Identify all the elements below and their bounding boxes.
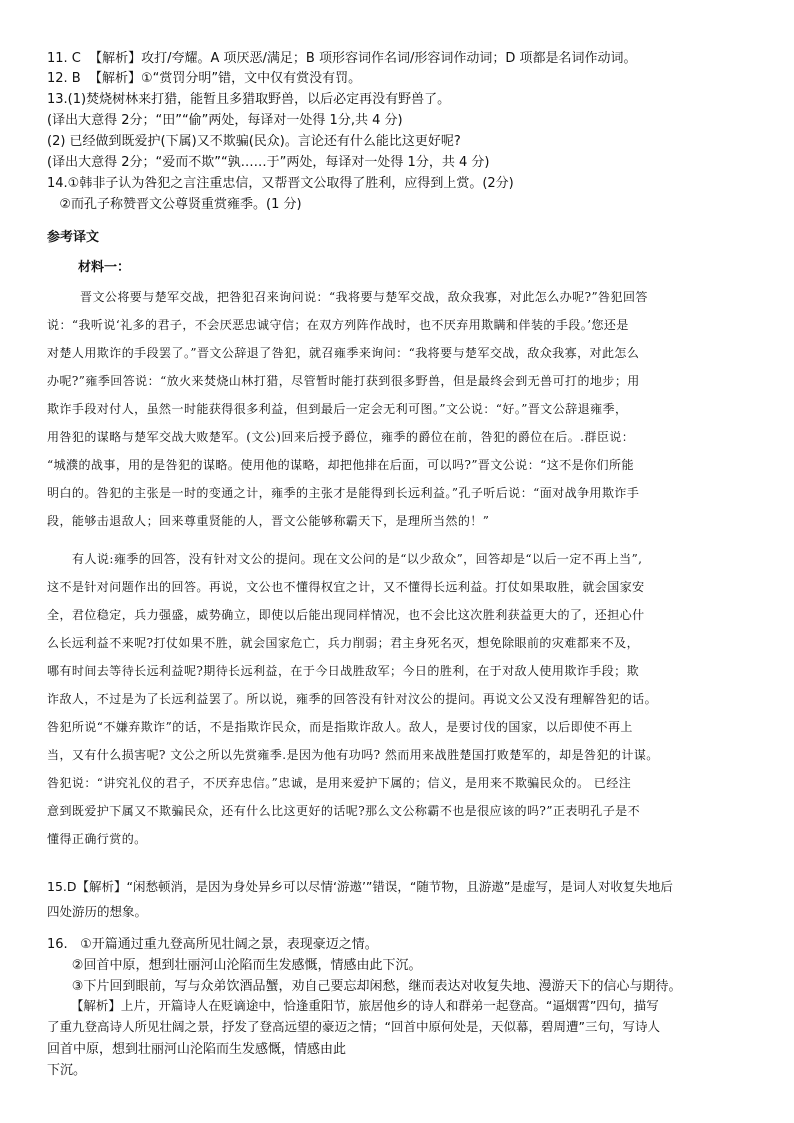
material-one-heading: 材料一： <box>78 260 131 275</box>
answer-line: 下沉。 <box>47 1063 87 1078</box>
translation-line: 晋文公将要与楚军交战，把咎犯召来询问说：“我将要与楚军交战，敌众我寡，对此怎么办呢?”咎犯回答 <box>80 290 648 304</box>
answer-line: ③下片回到眼前，写与众弟饮酒品蟹，劝自己要忘却闲愁，继而表达对收复失地、漫游天下的信心与期待。 <box>47 979 682 994</box>
translation-line: 诈敌人，不过是为了长远利益罢了。所以说，雍季的回答没有针对汶公的提问。再说文公又没有理解咎犯的话。 <box>47 692 658 706</box>
translation-line: 当，又有什么损害呢? 文公之所以先赏雍季.是因为他有功吗? 然而用来战胜楚国打败楚军的，却是咎犯的计谋。 <box>47 748 659 762</box>
translation-line: 懂得正确行赏的。 <box>47 832 147 846</box>
translation-line: 办呢?”雍季回答说：“放火来焚烧山林打猎，尽管暂时能打获到很多野兽，但是最终会到无兽可打的地步；用 <box>47 374 640 388</box>
translation-line: 欺诈手段对付人，虽然一时能获得很多利益，但到最后一定会无利可图。”文公说：“好。”晋文公辞退雍季， <box>47 402 628 416</box>
translation-line: 段，能够击退敌人；回来尊重贤能的人，晋文公能够称霸天下，是理所当然的！” <box>47 514 490 528</box>
translation-line: 哪有时间去等待长远利益呢?期待长远利益，在于今日战胜敌军；今日的胜利，在于对敌人使用欺诈手段；欺 <box>47 664 640 678</box>
translation-line: “城濮的战事，用的是咎犯的谋略。使用他的谋略，却把他排在后面，可以吗?”晋文公说：“这不是你们所能 <box>47 458 634 472</box>
translation-line: 对楚人用欺诈的手段罢了。”晋文公辞退了咎犯，就召雍季来询问：“我将要与楚军交战，敌众我寡，对此怎么 <box>47 346 640 360</box>
answer-line: 16. ①开篇通过重九登高所见壮阔之景，表现豪迈之情。 <box>47 937 378 952</box>
answer-line: 【解析】上片，开篇诗人在贬谪途中，恰逢重阳节，旅居他乡的诗人和群弟一起登高。“逼烟霄”四句，描写 <box>47 998 659 1013</box>
answer-line: (译出大意得 2分；“爱而不欺”“孰……于”两处，每译对一处得 1分，共 4 分) <box>47 155 490 170</box>
answer-line: (2) 已经做到既爱护(下属)又不欺骗(民众)。言论还有什么能比这更好呢? <box>47 134 461 149</box>
answer-line: 12. B 【解析】①“赏罚分明”错，文中仅有赏没有罚。 <box>47 71 362 86</box>
answer-line: 14.①韩非子认为咎犯之言注重忠信，又帮晋文公取得了胜利，应得到上赏。(2分) <box>47 176 514 191</box>
translation-line: 么长远利益不来呢?打仗如果不胜，就会国家危亡，兵力削弱；君主身死名灭，想免除眼前的灾难都来不及， <box>47 636 640 650</box>
answer-line: 四处游历的想象。 <box>47 904 148 919</box>
translation-line: 用咎犯的谋略与楚军交战大败楚军。(文公)回来后授予爵位，雍季的爵位在前，咎犯的爵位在后。.群臣说： <box>47 430 635 444</box>
reference-translation-heading: 参考译文 <box>47 230 100 245</box>
translation-line: 有人说:雍季的回答，没有针对文公的提问。现在文公问的是“以少敌众”，回答却是“以后一定不再上当”, <box>72 552 643 566</box>
translation-line: 咎犯所说“不嫌弃欺诈”的话，不是指欺诈民众，而是指欺诈敌人。敌人，是要讨伐的国家，以后即使不再上 <box>47 720 633 734</box>
translation-line: 这不是针对问题作出的回答。再说，文公也不懂得权宜之计，又不懂得长远利益。打仗如果取胜，就会国家安 <box>47 580 645 594</box>
translation-line: 说：“我听说‘礼多的君子，不会厌恶忠诚守信；在双方列阵作战时，也不厌弃用欺瞒和伴装的手段。’您还是 <box>47 318 629 332</box>
answer-line: 15.D【解析】“闲愁顿消，是因为身处异乡可以尽情‘游遨’”错误，“随节物，且游遨”是虚写，是词人对收复失地后 <box>47 879 673 894</box>
answer-line: 回首中原，想到壮丽河山沦陷而生发感慨，情感由此 <box>47 1042 347 1057</box>
translation-line: 咎犯说：“讲究礼仪的君子，不厌弃忠信。”忠诚，是用来爱护下属的；信义，是用来不欺骗民众的。 已经注 <box>47 776 632 790</box>
answer-line: 13.(1)焚烧树林来打猎，能暂且多猎取野兽，以后必定再没有野兽了。 <box>47 92 451 107</box>
answer-line: 了重九登高诗人所见壮阔之景，抒发了登高远望的豪迈之情；“回首中原何处是，天似幕，碧周遭”三句，写诗人 <box>47 1019 660 1034</box>
answer-line: ②回首中原，想到壮丽河山沦陷而生发感慨，情感由此下沉。 <box>47 958 422 973</box>
translation-line: 意到既爱护下属又不欺骗民众，还有什么比这更好的话呢?那么文公称霸不也是很应该的吗?”正表明孔子是不 <box>47 804 641 818</box>
answer-line: (译出大意得 2分；“田”“偷”两处，每译对一处得 1分,共 4 分) <box>47 113 403 128</box>
answer-line: ②而孔子称赞晋文公尊贤重赏雍季。(1 分) <box>47 197 302 212</box>
answer-line: 11. C 【解析】攻打/夸耀。A 项厌恶/满足；B 项形容词作名词/形容词作动词；D 项都是名词作动词。 <box>47 51 637 66</box>
translation-line: 明白的。咎犯的主张是一时的变通之计，雍季的主张才是能得到长远利益。”孔子听后说：“面对战争用欺诈手 <box>47 486 640 500</box>
translation-line: 全，君位稳定，兵力强盛，威势确立，即使以后能出现同样情况，也不会比这次胜利获益更大的了，还担心什 <box>47 608 645 622</box>
